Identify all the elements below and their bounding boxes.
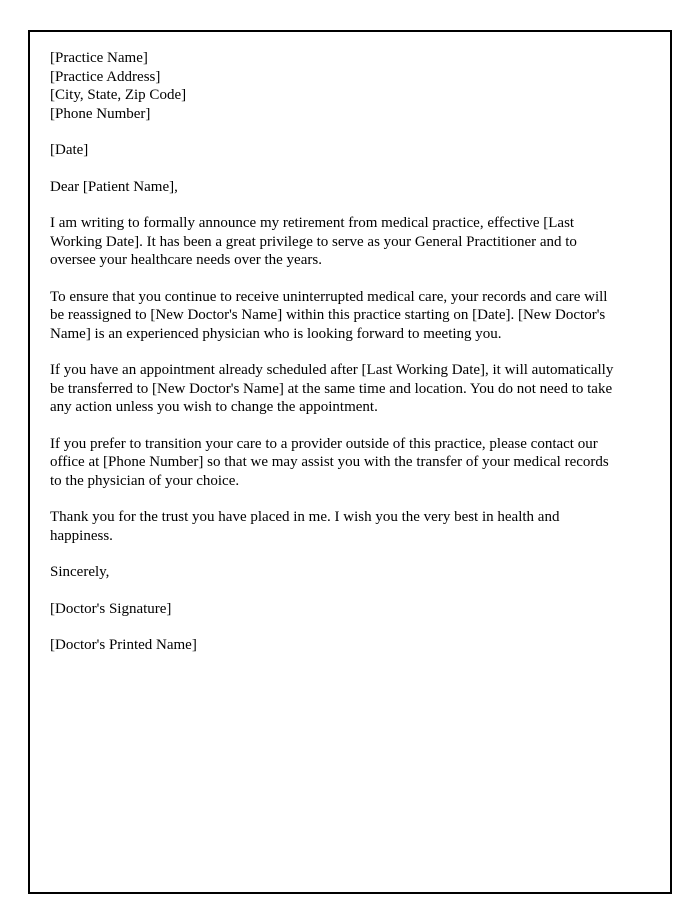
paragraph-care-reassignment: To ensure that you continue to receive uninterrupted medical care, your records and care will be reassigned to [New Doctor's Name] within this practice starting on [Date]. [New Doctor's Name] is an experienced physician who is looking forward to meeting you. (50, 288, 608, 342)
practice-address-line: [Practice Address] (50, 68, 161, 85)
letter-content (30, 32, 670, 675)
printed-name-line: [Doctor's Printed Name] (50, 637, 197, 653)
date-line: [Date] (50, 142, 89, 158)
paragraph-outside-provider: If you prefer to transition your care to a provider outside of this practice, please contact our office at [Phone Number] so that we may assist you with the transfer of your medical records to the physician of your choice. (50, 435, 609, 489)
practice-name-line: [Practice Name] (50, 50, 148, 66)
salutation-line: Dear [Patient Name], (50, 178, 178, 195)
practice-city-state-zip-line: [City, State, Zip Code] (50, 87, 187, 103)
closing-line: Sincerely, (50, 564, 110, 580)
letter-page (28, 30, 672, 894)
paragraph-appointment-transfer: If you have an appointment already scheduled after [Last Working Date], it will automatically be transferred to [New Doctor's Name] at the same time and location. You do not need to take any action unless you wish to change the appointment. (50, 362, 614, 415)
signature-line: [Doctor's Signature] (50, 600, 172, 617)
practice-phone-line: [Phone Number] (50, 105, 151, 122)
practice-header (50, 49, 622, 123)
paragraph-retirement-announcement: I am writing to formally announce my retirement from medical practice, effective [Last Working Date]. It has been a great privilege to serve as your General Practitioner and to oversee your healthcare needs over the years. (50, 215, 577, 268)
paragraph-thank-you: Thank you for the trust you have placed in me. I wish you the very best in health and happiness. (50, 509, 560, 544)
